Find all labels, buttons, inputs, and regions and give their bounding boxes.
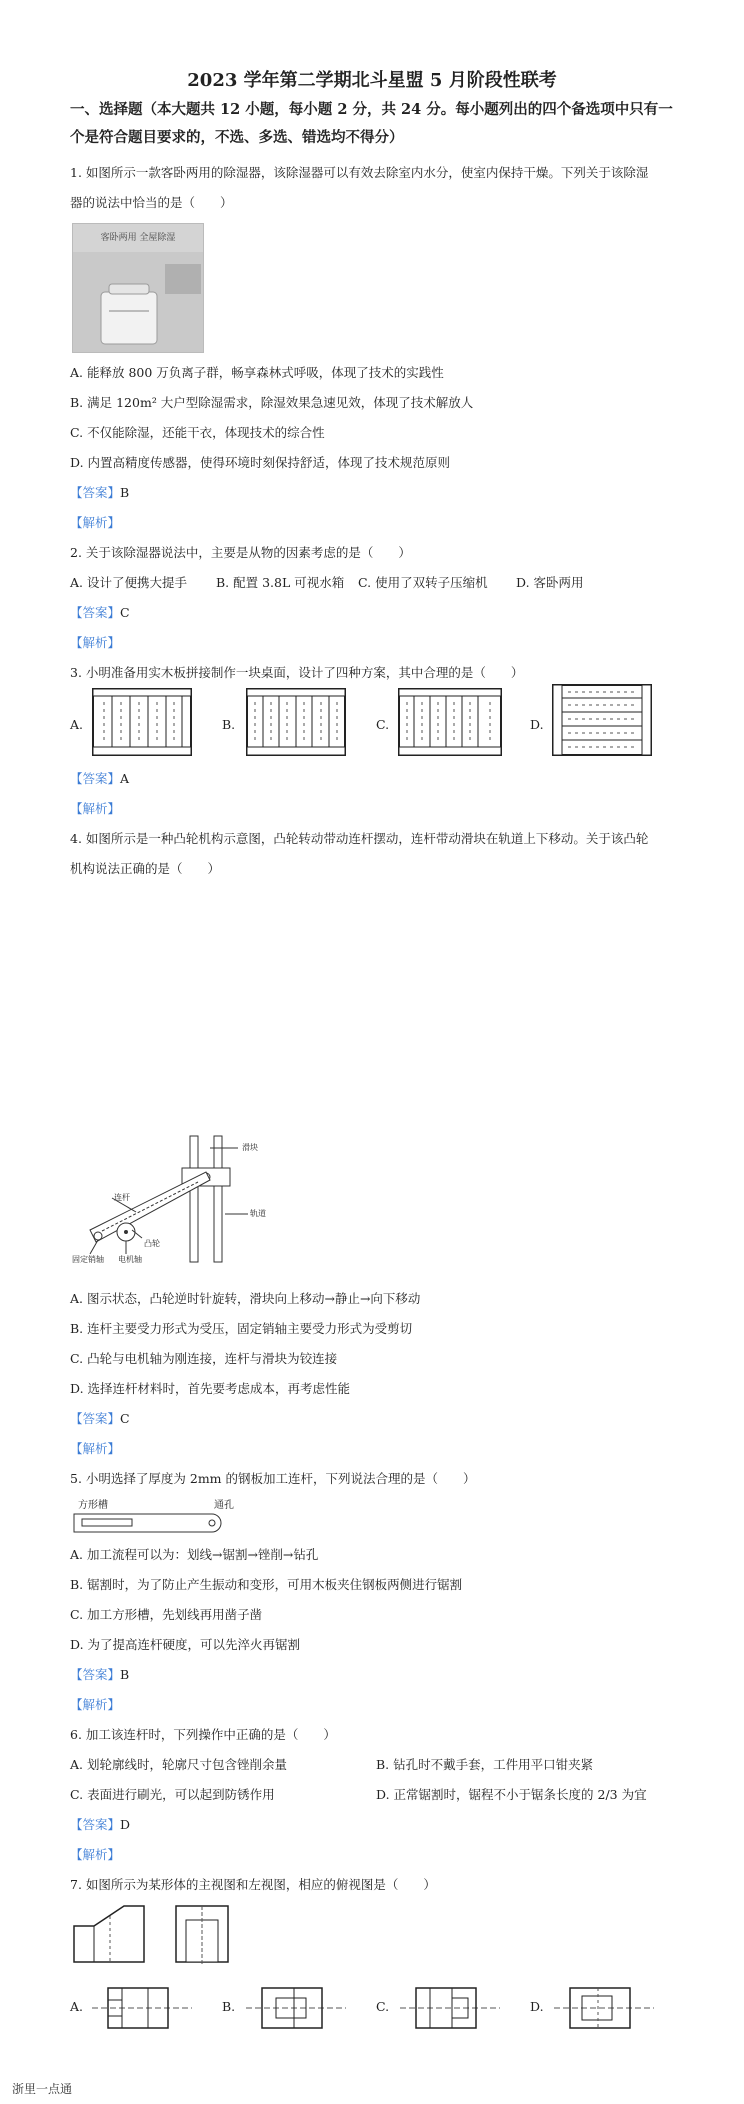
q1-analysis: 【解析】 bbox=[70, 515, 121, 530]
q6-option-a: A. 划轮廓线时，轮廓尺寸包含锉削余量 bbox=[70, 1757, 287, 1772]
q3-option-c-label: C. bbox=[376, 717, 390, 732]
q1-option-b: B. 满足 120m² 大户型除湿需求，除湿效果急速见效，体现了技术解放人 bbox=[70, 395, 474, 410]
photo-caption: 客卧两用 全屋除湿 bbox=[100, 233, 176, 243]
q1-answer bbox=[70, 484, 129, 502]
q1-option-a: A. 能释放 800 万负离子群，畅享森林式呼吸，体现了技术的实践性 bbox=[70, 365, 444, 380]
q5-option-a: A. 加工流程可以为：划线→锯割→锉削→钻孔 bbox=[70, 1547, 319, 1562]
label-cam: 凸轮 bbox=[144, 1239, 160, 1248]
q3-option-a-label: A. bbox=[70, 717, 84, 732]
q1-stem-line2: 器的说法中恰当的是（ ） bbox=[70, 195, 233, 210]
q4-analysis: 【解析】 bbox=[70, 1441, 121, 1456]
q3-board-c bbox=[398, 688, 502, 756]
q6-analysis: 【解析】 bbox=[70, 1847, 121, 1862]
q1-option-d: D. 内置高精度传感器，使得环境时刻保持舒适，体现了技术规范原则 bbox=[70, 455, 451, 470]
footer-watermark: 浙里一点通 bbox=[12, 2082, 73, 2096]
q6-option-c: C. 表面进行刷光，可以起到防锈作用 bbox=[70, 1787, 275, 1802]
q5-option-d: D. 为了提高连杆硬度，可以先淬火再锯割 bbox=[70, 1637, 301, 1652]
q1-stem-line1: 1. 如图所示一款客卧两用的除湿器，该除湿器可以有效去除室内水分，使室内保持干燥。下列关于该除湿 bbox=[70, 165, 649, 180]
label-pin: 固定销轴 bbox=[72, 1255, 104, 1264]
q3-answer: 【答案】A bbox=[70, 771, 130, 786]
q3-board-a bbox=[92, 688, 192, 756]
q3-board-d bbox=[552, 684, 652, 756]
page-title: 2023 学年第二学期北斗星盟 5 月阶段性联考 bbox=[187, 70, 557, 91]
q2-option-d: D. 客卧两用 bbox=[516, 575, 584, 590]
dehumidifier-photo bbox=[72, 223, 204, 353]
q3-stem: 3. 小明准备用实木板拼接制作一块桌面，设计了四种方案，其中合理的是（ ） bbox=[70, 665, 524, 680]
q3-board-b bbox=[246, 688, 346, 756]
q5-answer: 【答案】B bbox=[70, 1667, 130, 1682]
label-motor-shaft: 电机轴 bbox=[118, 1255, 142, 1264]
q6-answer-value: D bbox=[120, 1817, 131, 1832]
q4-answer: 【答案】C bbox=[70, 1411, 130, 1426]
label-square-slot: 方形槽 bbox=[78, 1500, 108, 1511]
q2-answer: 【答案】C bbox=[70, 605, 130, 620]
label-slider: 滑块 bbox=[242, 1143, 258, 1152]
q2-option-c: C. 使用了双转子压缩机 bbox=[358, 575, 488, 590]
q3-analysis: 【解析】 bbox=[70, 801, 121, 816]
q5-option-b: B. 锯割时，为了防止产生振动和变形，可用木板夹住钢板两侧进行锯割 bbox=[70, 1577, 463, 1592]
q7-top-view-d bbox=[554, 1984, 654, 2032]
q7-option-a-label: A. bbox=[70, 1999, 84, 2014]
q4-answer-value: C bbox=[120, 1411, 130, 1426]
q2-answer-value: C bbox=[120, 605, 130, 620]
q7-option-d-label: D. bbox=[530, 1999, 544, 2014]
q7-option-b-label: B. bbox=[222, 1999, 236, 2014]
q2-stem: 2. 关于该除湿器说法中，主要是从物的因素考虑的是（ ） bbox=[70, 545, 411, 560]
q3-option-d-label: D. bbox=[530, 717, 544, 732]
q7-option-c-label: C. bbox=[376, 1999, 390, 2014]
q7-top-view-b bbox=[246, 1984, 346, 2032]
q7-front-and-side-views bbox=[72, 1904, 232, 1966]
q5-stem: 5. 小明选择了厚度为 2mm 的钢板加工连杆，下列说法合理的是（ ） bbox=[70, 1471, 476, 1486]
label-link: 连杆 bbox=[114, 1193, 130, 1202]
q7-top-view-c bbox=[400, 1984, 500, 2032]
section-heading-line1: 一、选择题（本大题共 12 小题，每小题 2 分，共 24 分。每小题列出的四个备选项中只有一 bbox=[70, 101, 673, 118]
q5-option-c: C. 加工方形槽，先划线再用凿子凿 bbox=[70, 1607, 263, 1622]
dehumidifier-icon bbox=[73, 224, 203, 352]
q6-stem: 6. 加工该连杆时，下列操作中正确的是（ ） bbox=[70, 1727, 336, 1742]
q7-top-view-a bbox=[92, 1984, 192, 2032]
q2-analysis: 【解析】 bbox=[70, 635, 121, 650]
q6-answer: 【答案】D bbox=[70, 1817, 131, 1832]
q3-answer-value: A bbox=[120, 771, 130, 786]
q3-option-b-label: B. bbox=[222, 717, 236, 732]
q4-stem-line1: 4. 如图所示是一种凸轮机构示意图，凸轮转动带动连杆摆动，连杆带动滑块在轨道上下移动。关于该凸轮 bbox=[70, 831, 649, 846]
q5-answer-value: B bbox=[120, 1667, 130, 1682]
q1-answer-value: B bbox=[120, 485, 130, 500]
q2-option-a: A. 设计了便携大提手 bbox=[70, 575, 187, 590]
q5-analysis: 【解析】 bbox=[70, 1697, 121, 1712]
q2-option-b: B. 配置 3.8L 可视水箱 bbox=[216, 575, 345, 590]
q4-option-b: B. 连杆主要受力形式为受压，固定销轴主要受力形式为受剪切 bbox=[70, 1321, 413, 1336]
q6-option-d: D. 正常锯割时，锯程不小于锯条长度的 2/3 为宜 bbox=[376, 1787, 647, 1802]
label-through-hole: 通孔 bbox=[214, 1500, 234, 1511]
q4-cam-mechanism-diagram bbox=[70, 1134, 290, 1264]
q4-option-a: A. 图示状态，凸轮逆时针旋转，滑块向上移动→静止→向下移动 bbox=[70, 1291, 421, 1306]
q4-option-c: C. 凸轮与电机轴为刚连接，连杆与滑块为铰连接 bbox=[70, 1351, 338, 1366]
q7-stem: 7. 如图所示为某形体的主视图和左视图，相应的俯视图是（ ） bbox=[70, 1877, 436, 1892]
answer-label: 【答案】 bbox=[70, 485, 121, 500]
q1-option-c: C. 不仅能除湿，还能干衣，体现技术的综合性 bbox=[70, 425, 325, 440]
section-heading-line2: 个是符合题目要求的，不选、多选、错选均不得分） bbox=[70, 129, 404, 146]
label-track: 轨道 bbox=[250, 1209, 266, 1218]
q4-option-d: D. 选择连杆材料时，首先要考虑成本，再考虑性能 bbox=[70, 1381, 351, 1396]
q4-stem-line2: 机构说法正确的是（ ） bbox=[70, 861, 221, 876]
q5-link-drawing bbox=[72, 1508, 232, 1538]
q6-option-b: B. 钻孔时不戴手套，工件用平口钳夹紧 bbox=[376, 1757, 594, 1772]
